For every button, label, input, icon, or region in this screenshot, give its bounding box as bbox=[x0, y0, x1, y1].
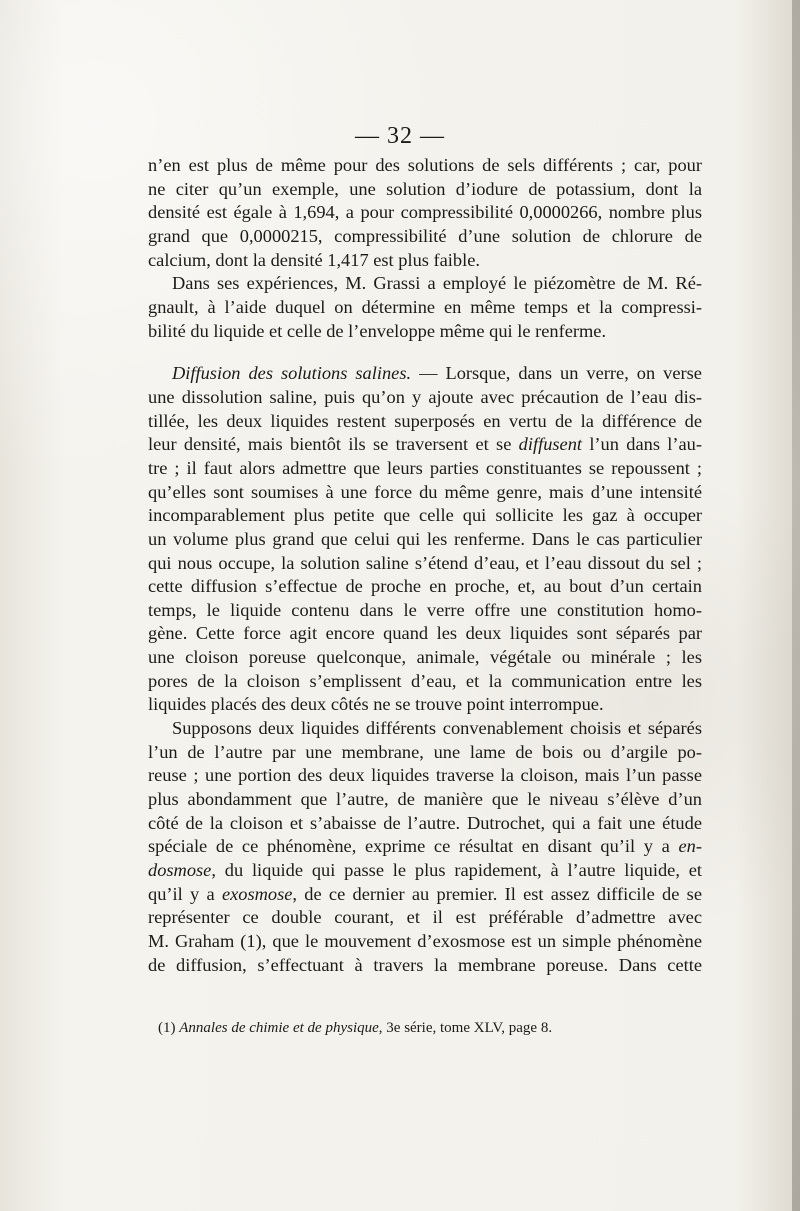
text-line: l’un de l’autre par une membrane, une lame de bois ou d’argile po- bbox=[148, 741, 702, 762]
text-line: une dissolution saline, puis qu’on y ajoute avec précaution de l’eau dis- bbox=[148, 386, 702, 407]
text-line: M. Graham (1), que le mouvement d’exosmose est un simple phénomène bbox=[148, 931, 702, 951]
text-line: pores de la cloison s’emplissent d’eau, et la communication entre les bbox=[148, 670, 702, 691]
text-line: grand que 0,0000215, compressibilité d’une solution de chlorure de bbox=[148, 225, 702, 246]
text-line: tre ; il faut alors admettre que leurs parties constituantes se repoussent ; bbox=[148, 457, 702, 478]
text-fragment: spéciale de ce phénomène, exprime ce résultat en disant qu’il y a bbox=[148, 836, 679, 857]
text-line bbox=[148, 859, 702, 883]
text-line bbox=[148, 835, 702, 859]
text-line: tillée, les deux liquides restent superposés en vertu de la différence de bbox=[148, 410, 702, 431]
text-line: Dans ses expériences, M. Grassi a employé le piézomètre de M. Ré- bbox=[172, 273, 702, 294]
footnote-details: , 3e série, tome XLV, page 8. bbox=[378, 1020, 553, 1036]
text-line: gène. Cette force agit encore quand les deux liquides sont séparés par bbox=[148, 623, 702, 644]
text-line bbox=[148, 883, 702, 907]
text-line: un volume plus grand que celui qui les renferme. Dans le cas particulier bbox=[148, 528, 702, 549]
italic-term: diffusent bbox=[518, 434, 583, 455]
italic-term: exosmose bbox=[221, 883, 293, 904]
italic-term: dosmose bbox=[148, 860, 212, 881]
text-line: une cloison poreuse quelconque, animale, végétale ou minérale ; les bbox=[148, 647, 702, 668]
text-line bbox=[148, 433, 702, 457]
section-heading: Diffusion des solutions salines. bbox=[172, 363, 412, 384]
section-heading-line bbox=[148, 362, 702, 386]
footnote bbox=[158, 1018, 578, 1038]
text-line: qu’elles sont soumises à une force du même genre, mais d’une intensité bbox=[148, 481, 702, 502]
page-number: — 32 — bbox=[355, 123, 445, 149]
text-line: de diffusion, s’effectuant à travers la membrane poreuse. Dans cette bbox=[148, 954, 702, 975]
text-line: côté de la cloison et s’abaisse de l’autre. Dutrochet, qui a fait une étude bbox=[148, 812, 702, 833]
text-line: plus abondamment que l’autre, de manière que le niveau s’élève d’un bbox=[148, 789, 702, 810]
footnote-marker: (1) bbox=[158, 1020, 180, 1036]
text-line: n’en est plus de même pour des solutions de sels différents ; car, pour bbox=[148, 155, 702, 175]
text-line: Supposons deux liquides différents convenablement choisis et séparés bbox=[172, 718, 702, 739]
footnote-journal: Annales de chimie et de physique bbox=[179, 1020, 379, 1036]
text-fragment: qu’il y a bbox=[148, 883, 222, 904]
text-line: représenter ce double courant, et il est préférable d’admettre avec bbox=[148, 907, 702, 928]
text-line: densité est égale à 1,694, a pour compressibilité 0,0000266, nombre plus bbox=[148, 202, 702, 223]
text-line: cette diffusion s’effectue de proche en proche, et, au bout d’un certain bbox=[148, 576, 702, 597]
text-line: temps, le liquide contenu dans le verre offre une constitution homo- bbox=[148, 599, 702, 620]
body-text bbox=[148, 154, 702, 977]
text-line: qui nous occupe, la solution saline s’étend d’eau, et l’eau dissout du sel ; bbox=[148, 552, 702, 573]
text-fragment: , de ce dernier au premier. Il est assez difficile de se bbox=[292, 883, 702, 904]
text-fragment: l’un dans l’au- bbox=[582, 434, 702, 455]
text-line: calcium, dont la densité 1,417 est plus faible. bbox=[148, 249, 480, 270]
text-line: ne citer qu’un exemple, une solution d’iodure de potassium, dont la bbox=[148, 178, 702, 199]
text-fragment: leur densité, mais bientôt ils se traversent et se bbox=[148, 434, 519, 455]
text-line: gnault, à l’aide duquel on détermine en même temps et la compressi- bbox=[148, 296, 702, 317]
text-line: liquides placés des deux côtés ne se trouve point interrompue. bbox=[148, 694, 604, 715]
italic-term: en- bbox=[678, 836, 702, 857]
text-line: reuse ; une portion des deux liquides traverse la cloison, mais l’un passe bbox=[148, 765, 702, 786]
section-heading-rest: — Lorsque, dans un verre, on verse bbox=[411, 363, 702, 384]
text-line: incomparablement plus petite que celle qui sollicite les gaz à occuper bbox=[148, 505, 702, 526]
text-line: bilité du liquide et celle de l’enveloppe même qui le renferme. bbox=[148, 320, 607, 341]
text-fragment: , du liquide qui passe le plus rapidement, à l’autre liquide, et bbox=[211, 860, 702, 881]
